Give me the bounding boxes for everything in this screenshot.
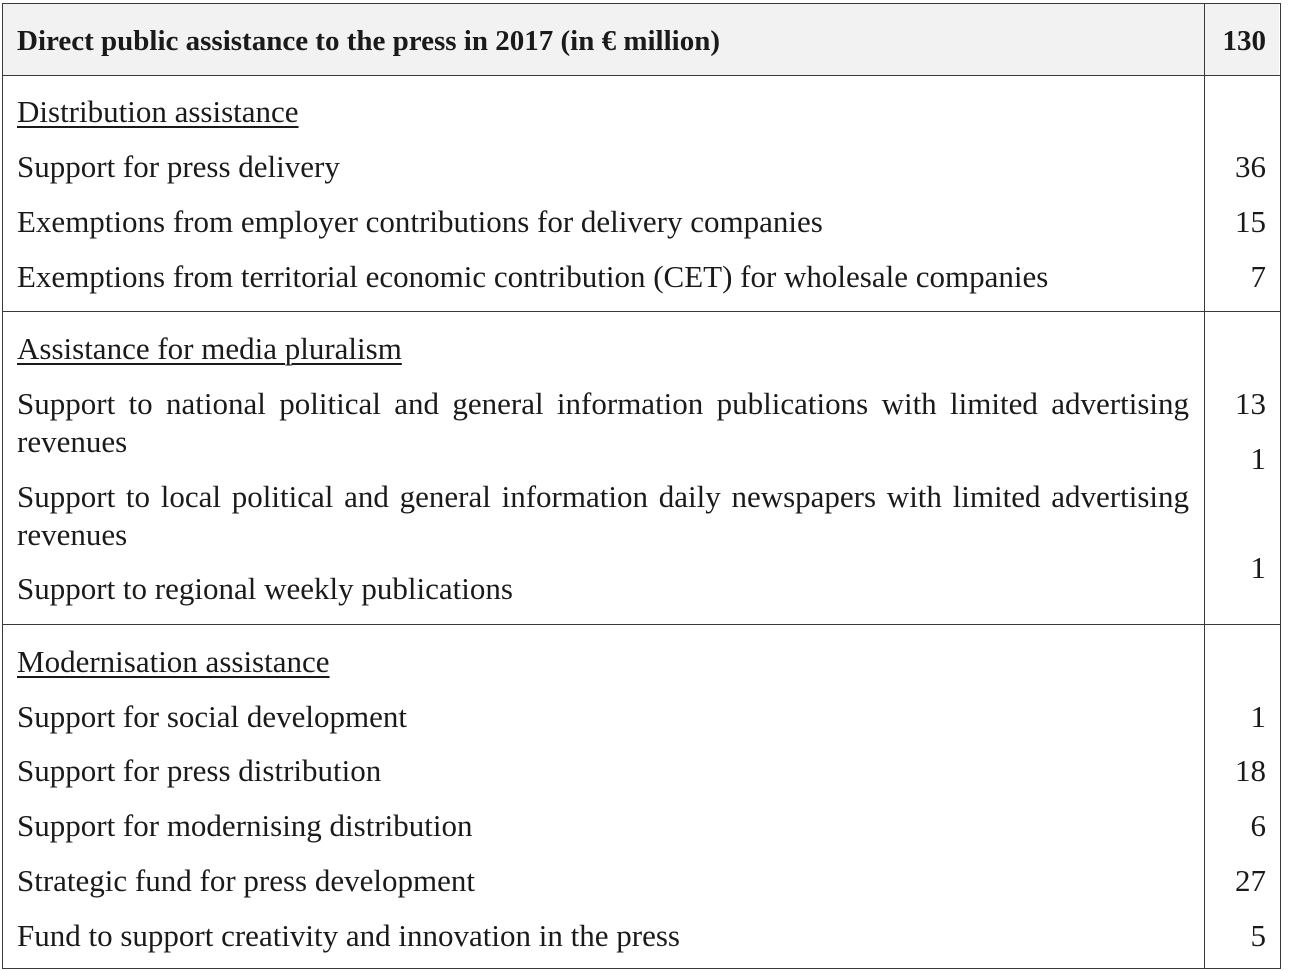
table-total: 130 [1222,25,1266,57]
row-label: Exemptions from employer contributions for delivery companies [17,204,823,239]
section-divider [3,624,1280,625]
column-divider [1204,4,1205,968]
row-value: 1 [1250,550,1266,585]
row-value: 36 [1235,149,1266,184]
assistance-table [2,3,1281,969]
row-label: Support to local political and general information daily newspapers with limited advertising revenues [17,479,1189,552]
row-label: Support to regional weekly publications [17,571,513,606]
row-label: Support for social development [17,699,407,734]
section-divider [3,311,1280,312]
row-value: 18 [1235,753,1266,788]
row-label: Fund to support creativity and innovation in the press [17,918,680,953]
section-title: Modernisation assistance [17,644,330,679]
row-label: Support for press distribution [17,753,382,788]
section-title: Distribution assistance [17,94,299,129]
row-value: 7 [1250,259,1266,294]
row-label: Strategic fund for press development [17,863,475,898]
row-value: 27 [1235,863,1266,898]
row-value: 13 [1235,386,1266,421]
row-label: Support to national political and general information publications with limited advertising revenues [17,386,1189,459]
row-value: 1 [1250,441,1266,476]
row-label: Exemptions from territorial economic contribution (CET) for wholesale companies [17,259,1049,294]
header-divider [3,75,1280,76]
row-label: Support for modernising distribution [17,808,473,843]
row-value: 6 [1250,808,1266,843]
row-value: 1 [1250,699,1266,734]
section-title: Assistance for media pluralism [17,331,402,366]
row-value: 15 [1235,204,1266,239]
row-label: Support for press delivery [17,149,340,184]
row-value: 5 [1250,918,1266,953]
table-title: Direct public assistance to the press in 2017 (in € million) [17,25,720,57]
